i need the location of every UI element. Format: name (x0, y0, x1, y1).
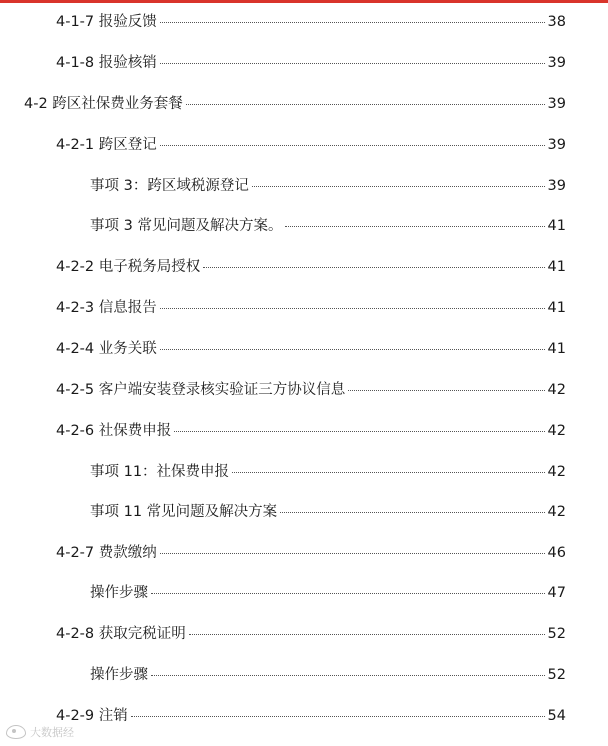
toc-entry-title: 4-2 跨区社保费业务套餐 (24, 96, 183, 112)
toc-entry-page: 39 (547, 55, 566, 71)
toc-entry-title: 事项 11 常见问题及解决方案 (90, 504, 278, 520)
toc-entry-title: 操作步骤 (90, 585, 148, 601)
toc-dot-leader (151, 674, 545, 676)
toc-entry-page: 39 (547, 178, 566, 194)
toc-entry[interactable] (90, 501, 566, 523)
toc-entry-page: 41 (547, 259, 566, 275)
toc-entry-page: 52 (547, 626, 566, 642)
toc-entry-page: 41 (547, 300, 566, 316)
toc-entry-title: 4-2-1 跨区登记 (56, 137, 157, 153)
toc-entry-title: 4-2-9 注销 (56, 708, 128, 724)
toc-entry[interactable] (56, 52, 566, 74)
toc-entry-page: 47 (547, 585, 566, 601)
toc-entry-title: 4-1-8 报验核销 (56, 55, 157, 71)
toc-entry-page: 52 (547, 667, 566, 683)
toc-dot-leader (151, 592, 545, 594)
toc-entry[interactable] (56, 420, 566, 442)
toc-dot-leader (174, 430, 544, 432)
weibo-logo-icon (6, 725, 26, 739)
toc-entry-title: 事项 3 常见问题及解决方案。 (90, 218, 283, 234)
toc-entry-page: 39 (547, 96, 566, 112)
toc-dot-leader (203, 266, 544, 268)
toc-dot-leader (348, 389, 544, 391)
toc-entry[interactable] (90, 461, 566, 483)
toc-entry[interactable] (56, 134, 566, 156)
toc-dot-leader (160, 307, 545, 309)
toc-entry-title: 事项 11：社保费申报 (90, 464, 230, 480)
watermark (6, 724, 74, 740)
toc-entry-page: 42 (547, 423, 566, 439)
toc-entry-title: 事项 3：跨区域税源登记 (90, 178, 249, 194)
toc-entry[interactable] (90, 582, 566, 604)
toc-dot-leader (186, 103, 545, 105)
toc-dot-leader (160, 21, 545, 23)
toc-entry[interactable] (56, 542, 566, 564)
toc-entry[interactable] (56, 11, 566, 33)
toc-entry[interactable] (90, 215, 566, 237)
toc-dot-leader (280, 511, 544, 513)
toc-entry-page: 54 (547, 708, 566, 724)
toc-entry-title: 4-2-5 客户端安装登录核实验证三方协议信息 (56, 382, 346, 398)
toc-dot-leader (160, 144, 545, 146)
toc-dot-leader (232, 471, 544, 473)
toc-entry-page: 42 (547, 382, 566, 398)
toc-entry-page: 38 (547, 14, 566, 30)
toc-entry-title: 操作步骤 (90, 667, 148, 683)
toc-entry-page: 41 (547, 341, 566, 357)
toc-entry-page: 39 (547, 137, 566, 153)
toc-dot-leader (285, 225, 544, 227)
toc-dot-leader (160, 552, 545, 554)
toc-entry-title: 4-2-2 电子税务局授权 (56, 259, 201, 275)
top-red-rule (0, 0, 608, 3)
toc-dot-leader (252, 185, 545, 187)
toc-entry[interactable] (56, 623, 566, 645)
toc-entry[interactable] (56, 338, 566, 360)
toc-entry-title: 4-2-8 获取完税证明 (56, 626, 186, 642)
toc-entry[interactable] (90, 664, 566, 686)
toc-entry-title: 4-2-4 业务关联 (56, 341, 157, 357)
toc-entry[interactable] (90, 175, 566, 197)
toc-entry[interactable] (56, 256, 566, 278)
watermark-text: 大数据经 (30, 726, 74, 739)
toc-entry[interactable] (56, 379, 566, 401)
toc-entry-title: 4-2-3 信息报告 (56, 300, 157, 316)
toc-entry[interactable] (56, 705, 566, 727)
toc-dot-leader (160, 62, 545, 64)
toc-dot-leader (189, 633, 545, 635)
toc-dot-leader (160, 348, 545, 350)
toc-entry-page: 42 (547, 464, 566, 480)
toc-entry[interactable] (56, 297, 566, 319)
toc-entry-page: 42 (547, 504, 566, 520)
toc-entry-title: 4-2-7 费款缴纳 (56, 545, 157, 561)
toc-entry-title: 4-2-6 社保费申报 (56, 423, 172, 439)
toc-dot-leader (131, 715, 545, 717)
toc-entry-page: 41 (547, 218, 566, 234)
toc-entry-title: 4-1-7 报验反馈 (56, 14, 157, 30)
toc-entry[interactable] (24, 93, 566, 115)
toc-entry-page: 46 (547, 545, 566, 561)
